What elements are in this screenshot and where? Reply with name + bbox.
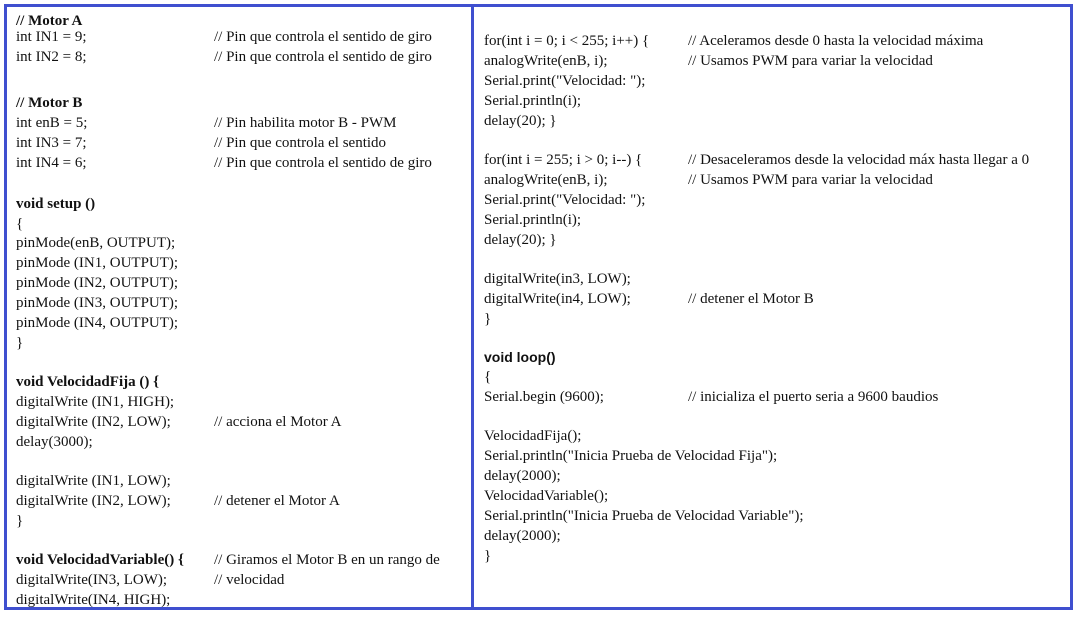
- code-text: int IN3 = 7;: [16, 135, 87, 151]
- code-comment: // detener el Motor B: [688, 291, 814, 307]
- code-line: pinMode (IN3, OUTPUT);: [16, 295, 179, 311]
- code-line: Serial.println("Inicia Prueba de Velocidad Variable");: [484, 508, 804, 524]
- code-text: int IN4 = 6;: [16, 155, 87, 171]
- code-comment: // Pin habilita motor B - PWM: [214, 115, 397, 131]
- code-line: delay(20); }: [484, 113, 557, 129]
- code-line: }: [484, 311, 492, 327]
- code-line: digitalWrite(IN4, HIGH);: [16, 592, 171, 608]
- code-text: digitalWrite(in4, LOW);: [484, 291, 631, 307]
- code-table: [4, 4, 1073, 610]
- code-line: delay(20); }: [484, 232, 557, 248]
- code-text: int IN1 = 9;: [16, 29, 87, 45]
- code-line: digitalWrite (IN1, HIGH);: [16, 394, 175, 410]
- code-comment: // Usamos PWM para variar la velocidad: [688, 172, 933, 188]
- code-comment: // Pin que controla el sentido de giro: [214, 155, 432, 171]
- code-comment: // Pin que controla el sentido de giro: [214, 29, 432, 45]
- code-text: digitalWrite (IN2, LOW);: [16, 493, 171, 509]
- code-comment: // Desaceleramos desde la velocidad máx hasta llegar a 0: [688, 152, 1030, 168]
- code-line: Serial.println("Inicia Prueba de Velocidad Fija");: [484, 448, 778, 464]
- code-comment: // velocidad: [214, 572, 285, 588]
- code-text: for(int i = 0; i < 255; i++) {: [484, 33, 650, 49]
- code-line: digitalWrite(in3, LOW);: [484, 271, 631, 287]
- code-text: analogWrite(enB, i);: [484, 53, 608, 69]
- code-comment: // inicializa el puerto seria a 9600 baudios: [688, 389, 939, 405]
- code-line: void VelocidadFija () {: [16, 374, 160, 390]
- code-line: Serial.print("Velocidad: ");: [484, 73, 646, 89]
- code-text: digitalWrite (IN2, LOW);: [16, 414, 171, 430]
- code-line: void loop(): [484, 349, 556, 365]
- code-comment: // Giramos el Motor B en un rango de: [214, 552, 440, 568]
- code-text: void VelocidadVariable() {: [16, 552, 184, 568]
- code-comment: // acciona el Motor A: [214, 414, 342, 430]
- code-line: VelocidadVariable();: [484, 488, 609, 504]
- code-text: Serial.begin (9600);: [484, 389, 604, 405]
- code-comment: // detener el Motor A: [214, 493, 340, 509]
- code-line: }: [484, 548, 492, 564]
- code-text: digitalWrite(IN3, LOW);: [16, 572, 168, 588]
- code-line: pinMode(enB, OUTPUT);: [16, 235, 176, 251]
- code-line: VelocidadFija();: [484, 428, 582, 444]
- code-comment: // Pin que controla el sentido: [214, 135, 387, 151]
- code-line: {: [484, 369, 492, 385]
- code-text: analogWrite(enB, i);: [484, 172, 608, 188]
- code-line: delay(2000);: [484, 468, 561, 484]
- code-line: pinMode (IN1, OUTPUT);: [16, 255, 179, 271]
- code-text: int IN2 = 8;: [16, 49, 87, 65]
- code-comment: // Aceleramos desde 0 hasta la velocidad máxima: [688, 33, 984, 49]
- code-line: Serial.println(i);: [484, 212, 582, 228]
- code-line: // Motor A: [16, 13, 83, 29]
- code-line: digitalWrite (IN1, LOW);: [16, 473, 171, 489]
- code-text: int enB = 5;: [16, 115, 88, 131]
- code-comment: // Usamos PWM para variar la velocidad: [688, 53, 933, 69]
- code-line: {: [16, 216, 24, 232]
- code-line: }: [16, 335, 24, 351]
- code-line: void setup (): [16, 196, 96, 212]
- left-code-column: [7, 7, 474, 607]
- code-line: pinMode (IN2, OUTPUT);: [16, 275, 179, 291]
- code-line: pinMode (IN4, OUTPUT);: [16, 315, 179, 331]
- code-line: Serial.println(i);: [484, 93, 582, 109]
- code-line: Serial.print("Velocidad: ");: [484, 192, 646, 208]
- code-line: delay(2000);: [484, 528, 561, 544]
- code-line: }: [16, 513, 24, 529]
- code-line: delay(3000);: [16, 434, 93, 450]
- code-line: // Motor B: [16, 95, 83, 111]
- code-comment: // Pin que controla el sentido de giro: [214, 49, 432, 65]
- code-text: for(int i = 255; i > 0; i--) {: [484, 152, 643, 168]
- right-code-column: [474, 7, 1070, 607]
